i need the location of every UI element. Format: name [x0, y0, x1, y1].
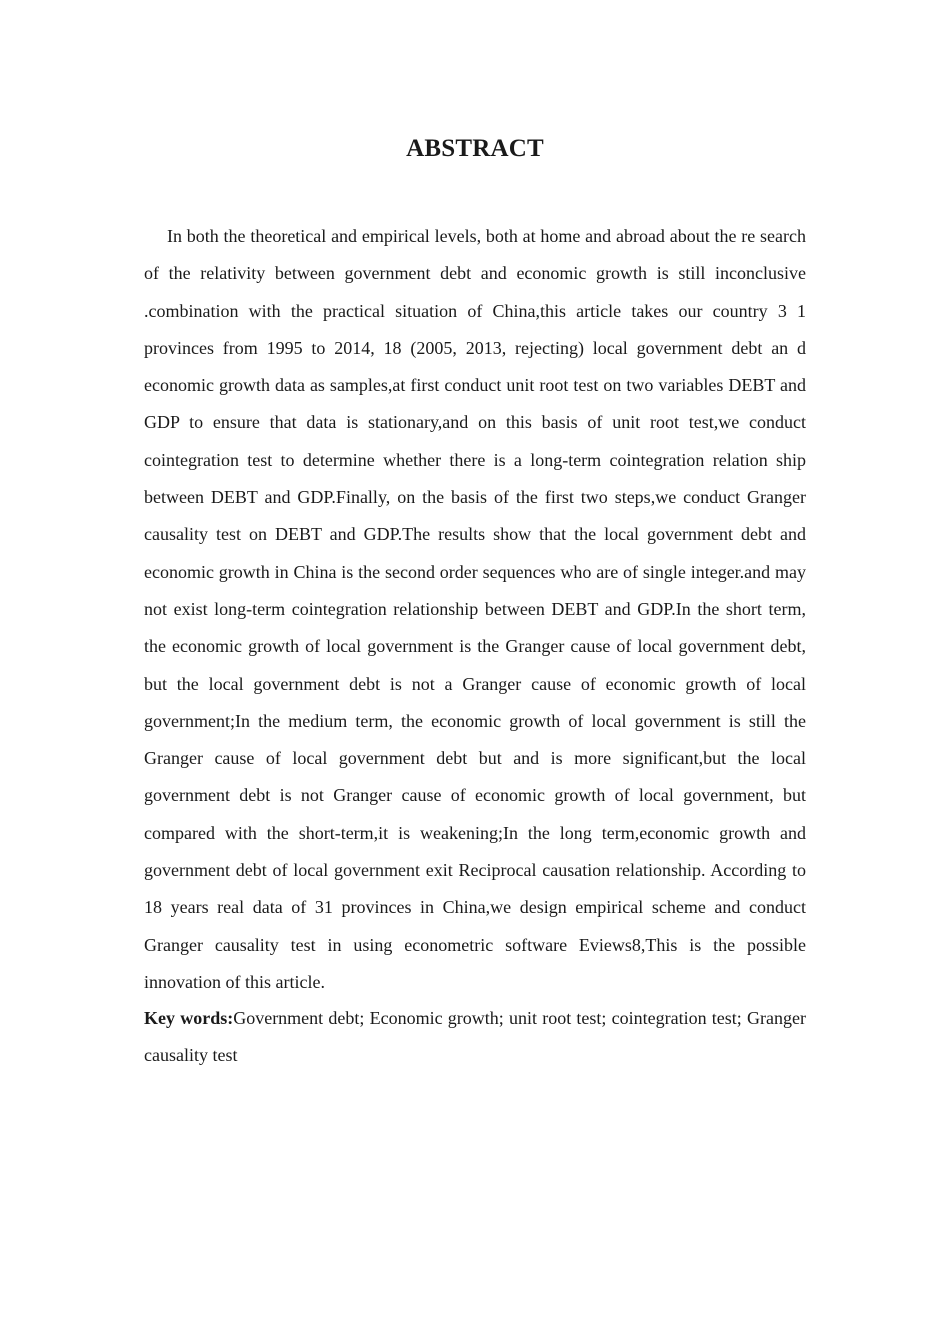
keywords-paragraph	[144, 1000, 806, 1075]
keywords-text: Government debt; Economic growth; unit root test; cointegration test; Granger causality test	[144, 1008, 806, 1066]
keywords-label: Key words:	[144, 1008, 234, 1028]
abstract-body: In both the theoretical and empirical levels, both at home and abroad about the re search of the relativity between government debt and economic growth is still inconclusive .combination with the practical situation of China,this article takes our country 3 1 provinces from 1995 to 2014, 18 (2005, 2013, rejecting) local government debt an d economic growth data as samples,at first conduct unit root test on two variables DEBT and GDP to ensure that data is stationary,and on this basis of unit root test,we conduct cointegration test to determine whether there is a long-term cointegration relation ship between DEBT and GDP.Finally, on the basis of the first two steps,we conduct Granger causality test on DEBT and GDP.The results show that the local government debt and economic growth in China is the second order sequences who are of single integer.and may not exist long-term cointegration relationship between DEBT and GDP.In the short term, the economic growth of local government is the Granger cause of local government debt, but the local government debt is not a Granger cause of economic growth of local government;In the medium term, the economic growth of local government is still the Granger cause of local government debt but and is more significant,but the local government debt is not Granger cause of economic growth of local government, but compared with the short-term,it is weakening;In the long term,economic growth and government debt of local government exit Reciprocal causation relationship. According to 18 years real data of 31 provinces in China,we design empirical scheme and conduct Granger causality test in using econometric software Eviews8,This is the possible innovation of this article.	[144, 226, 806, 992]
abstract-title: ABSTRACT	[406, 135, 544, 162]
